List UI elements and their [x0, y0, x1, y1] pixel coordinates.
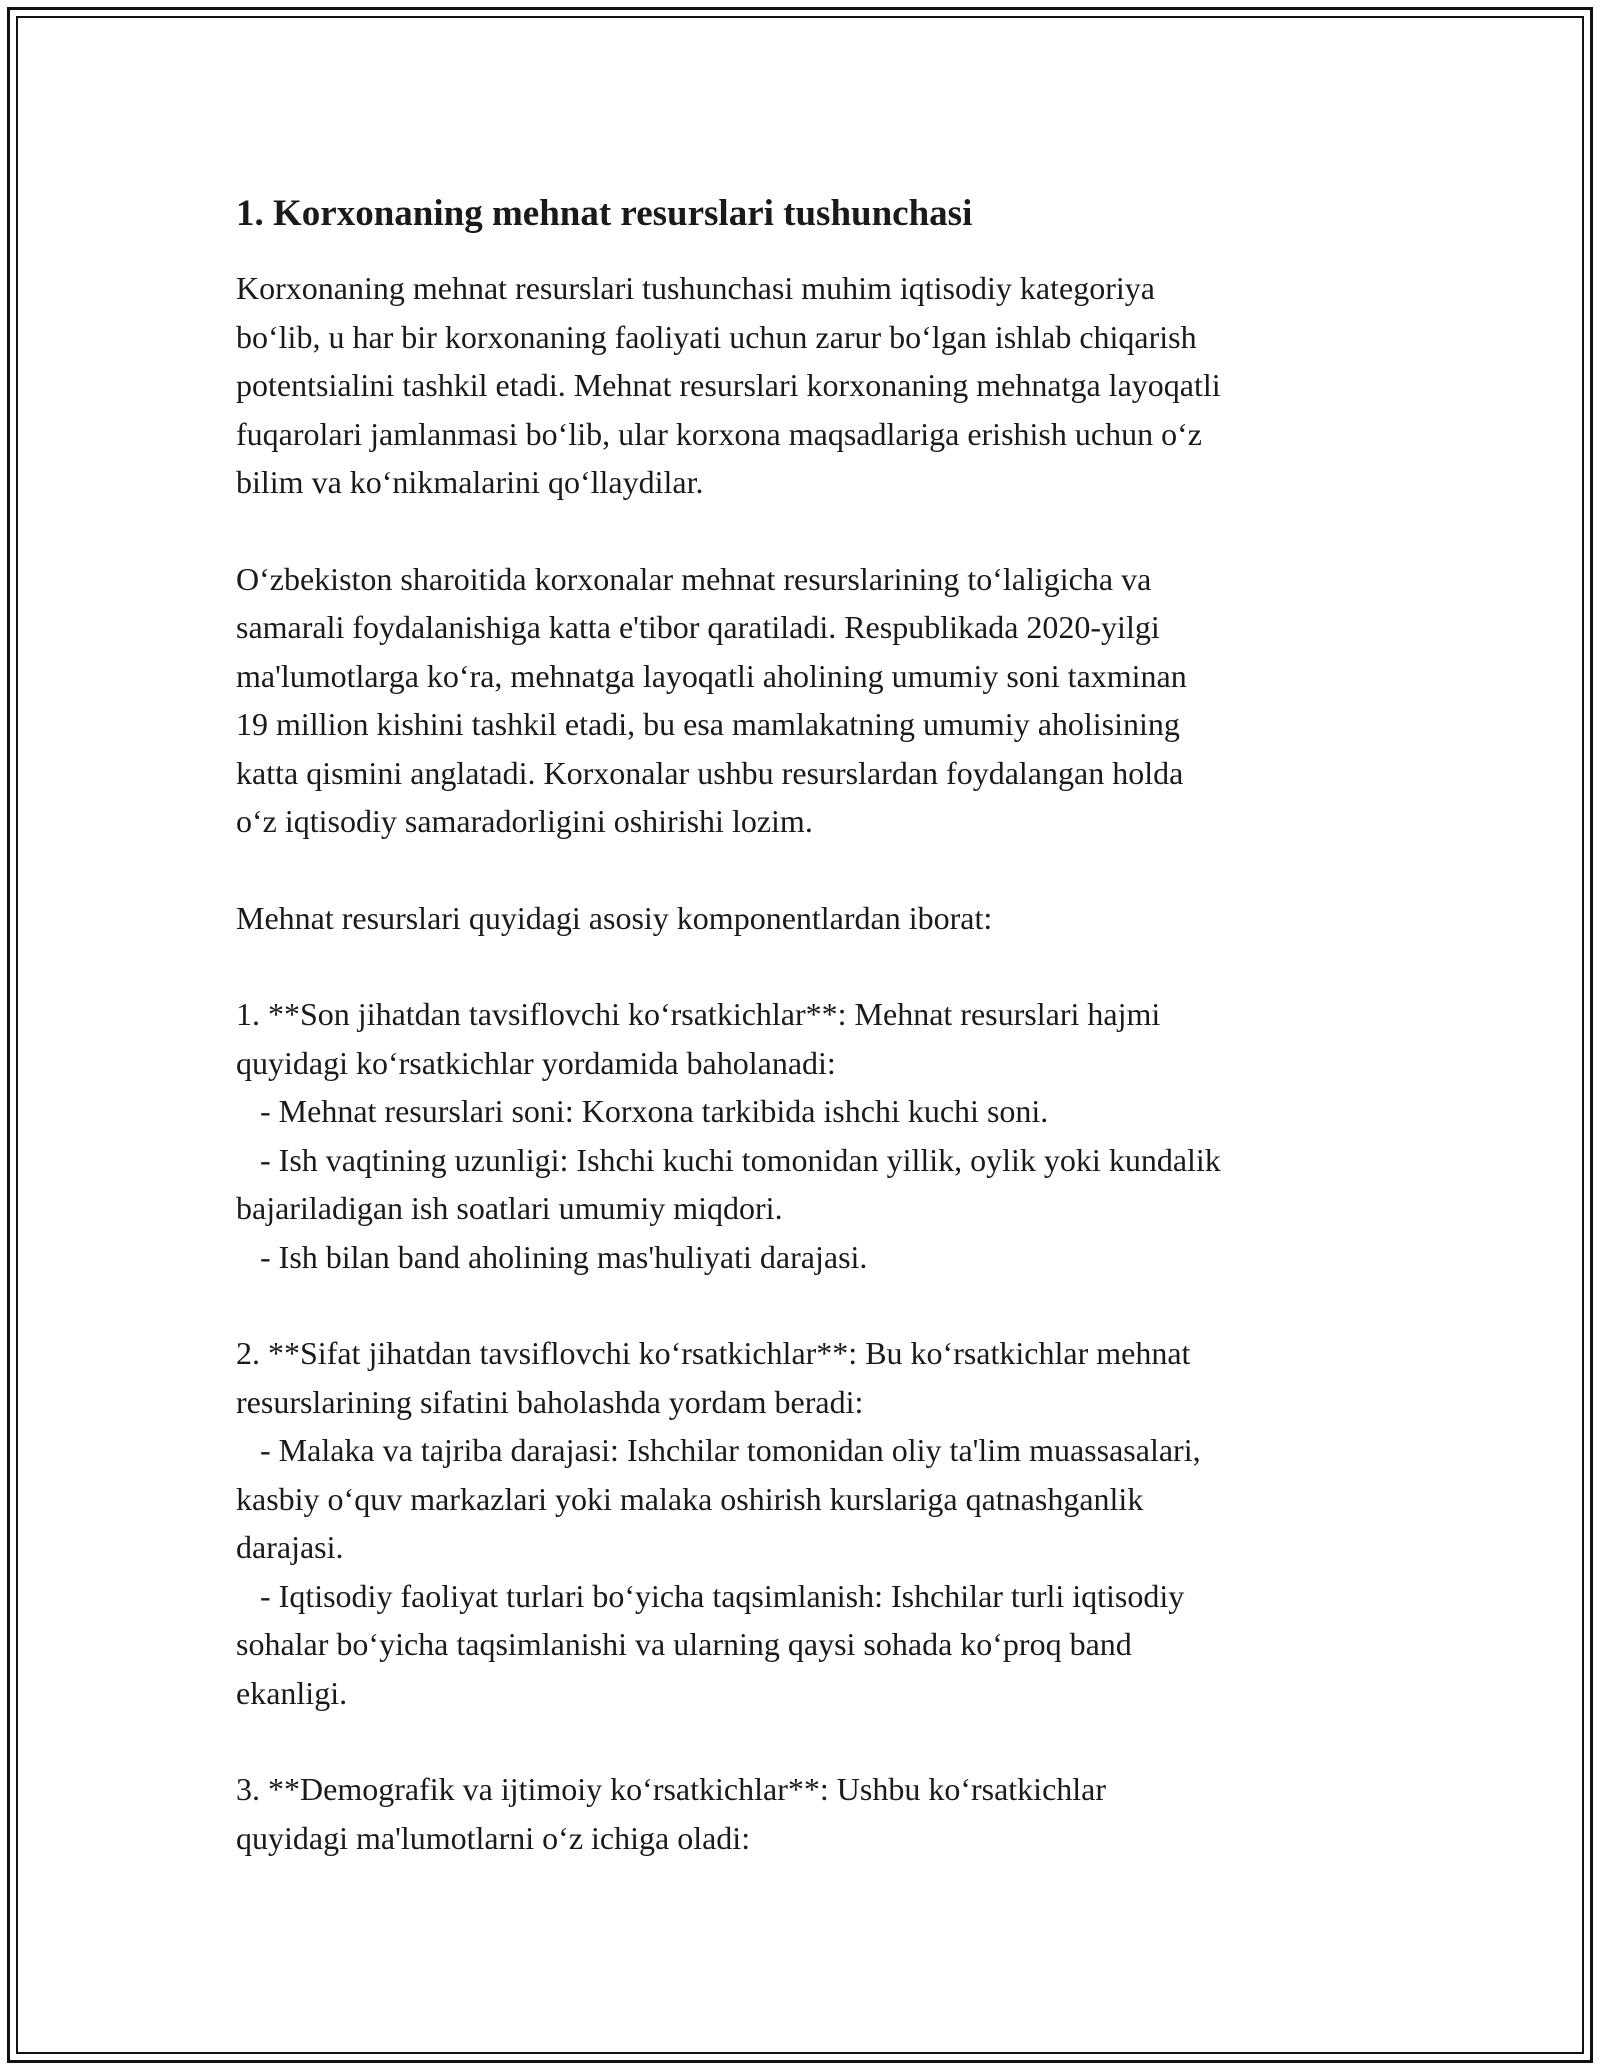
text-line: quyidagi ko‘rsatkichlar yordamida baholanadi:	[236, 1044, 836, 1081]
text-line: resurslarining sifatini baholashda yordam beradi:	[236, 1383, 864, 1420]
text-line: darajasi.	[236, 1529, 344, 1565]
paragraph-definition	[236, 264, 1386, 507]
text-line: 3. **Demografik va ijtimoiy ko‘rsatkichlar**: Ushbu ko‘rsatkichlar	[236, 1771, 1107, 1807]
text-line: - Ish bilan band aholining mas'huliyati darajasi.	[236, 1238, 868, 1275]
text-line: 1. **Son jihatdan tavsiflovchi ko‘rsatkichlar**: Mehnat resurslari hajmi	[236, 996, 1161, 1032]
text-line: fuqarolari jamlanmasi bo‘lib, ular korxona maqsadlariga erishish uchun o‘z	[236, 415, 1202, 452]
paragraph-uzbekistan	[236, 555, 1386, 846]
text-line: ma'lumotlarga ko‘ra, mehnatga layoqatli aholining umumiy soni taxminan	[236, 657, 1187, 694]
text-line: bajariladigan ish soatlari umumiy miqdori.	[236, 1190, 783, 1226]
text-line: Mehnat resurslari quyidagi asosiy komponentlardan iborat:	[236, 899, 993, 936]
text-line: - Ish vaqtining uzunligi: Ishchi kuchi tomonidan yillik, oylik yoki kundalik	[236, 1141, 1221, 1178]
text-line: samarali foydalanishiga katta e'tibor qaratiladi. Respublikada 2020-yilgi	[236, 609, 1160, 645]
text-line: - Mehnat resurslari soni: Korxona tarkibida ishchi kuchi soni.	[236, 1093, 1049, 1129]
text-line: sohalar bo‘yicha taqsimlanishi va ularning qaysi sohada ko‘proq band	[236, 1626, 1132, 1662]
text-line: katta qismini anglatadi. Korxonalar ushbu resurslardan foydalangan holda	[236, 754, 1184, 791]
list-item-demographic	[236, 1765, 1386, 1862]
text-line: ekanligi.	[236, 1674, 348, 1711]
text-line: kasbiy o‘quv markazlari yoki malaka oshirish kurslariga qatnashganlik	[236, 1480, 1144, 1517]
text-line: 2. **Sifat jihatdan tavsiflovchi ko‘rsatkichlar**: Bu ko‘rsatkichlar mehnat	[236, 1335, 1191, 1371]
paragraph-components-intro	[236, 894, 1386, 943]
text-line: - Iqtisodiy faoliyat turlari bo‘yicha taqsimlanish: Ishchilar turli iqtisodiy	[236, 1577, 1185, 1614]
text-line: o‘z iqtisodiy samaradorligini oshirishi lozim.	[236, 803, 813, 839]
section-heading: 1. Korxonaning mehnat resurslari tushunchasi	[236, 193, 973, 234]
text-line: - Malaka va tajriba darajasi: Ishchilar tomonidan oliy ta'lim muassasalari,	[236, 1432, 1201, 1468]
text-line: 19 million kishini tashkil etadi, bu esa mamlakatning umumiy aholisining	[236, 706, 1180, 742]
text-line: O‘zbekiston sharoitida korxonalar mehnat resurslarining to‘laligicha va	[236, 560, 1152, 597]
text-line: quyidagi ma'lumotlarni o‘z ichiga oladi:	[236, 1819, 751, 1856]
list-item-qualitative	[236, 1329, 1386, 1717]
text-line: potentsialini tashkil etadi. Mehnat resurslari korxonaning mehnatga layoqatli	[236, 367, 1221, 403]
text-line: bo‘lib, u har bir korxonaning faoliyati uchun zarur bo‘lgan ishlab chiqarish	[236, 318, 1197, 355]
document-body	[236, 186, 1386, 1862]
list-item-quantitative	[236, 990, 1386, 1281]
text-line: Korxonaning mehnat resurslari tushunchasi muhim iqtisodiy kategoriya	[236, 270, 1155, 306]
text-line: bilim va ko‘nikmalarini qo‘llaydilar.	[236, 464, 704, 500]
